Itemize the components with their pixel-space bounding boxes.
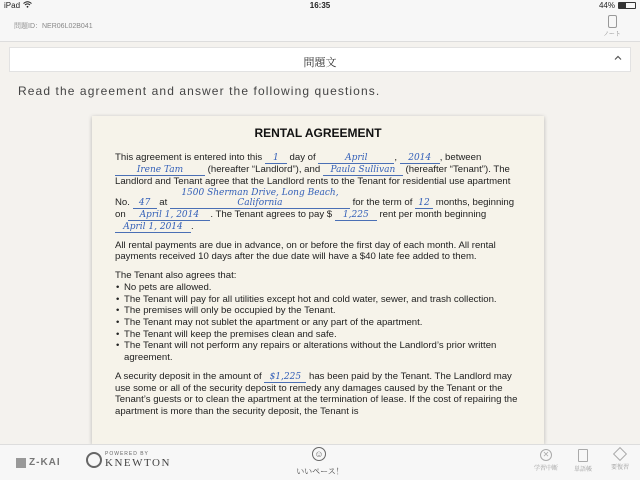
footer-toolbar: [0, 444, 640, 480]
zkai-mark-icon: [16, 458, 26, 468]
zkai-wordmark: Z-KAI: [29, 457, 61, 468]
landlord-name-field: Irene Tam: [115, 165, 205, 176]
chevron-up-icon[interactable]: [613, 52, 623, 66]
start-date-field: April 1, 2014: [128, 210, 210, 221]
vocabulary-button[interactable]: [568, 449, 598, 473]
clock: 16:35: [309, 1, 331, 10]
document-body: [115, 152, 527, 425]
instruction-text: Read the agreement and answer the following questions.: [18, 84, 381, 98]
text-segment: day of: [289, 152, 316, 163]
text-segment: (hereafter “Landlord”), and: [207, 164, 321, 175]
review-label: 要復習: [610, 465, 629, 471]
text-segment: , between: [439, 152, 482, 163]
text-segment: at: [159, 196, 168, 208]
list-item: • The Tenant may not sublet the apartment or any part of the apartment.: [115, 317, 527, 329]
day-field: 1: [265, 153, 287, 164]
review-button[interactable]: [605, 449, 635, 471]
stop-study-button[interactable]: [531, 449, 561, 472]
problem-section-header[interactable]: [9, 47, 631, 72]
note-label: ノート: [603, 32, 621, 38]
text-segment: A security deposit in the amount of: [115, 370, 262, 382]
month-field: April: [318, 153, 394, 164]
agreement-paragraph-4: [115, 371, 527, 418]
text-segment: has been paid by the Tenant. The Landlord may use some or all of the security deposit to remedy any damages caused by the Tenant or the Tenant’s guests or to clean the apartment at the termination of lease.: [115, 370, 512, 406]
text-segment: apartment No.: [115, 176, 511, 208]
stop-study-label: 学習中断: [533, 466, 558, 472]
address-field: 1500 Sherman Drive, Long Beach, California: [170, 188, 350, 209]
text-segment: rent per month beginning: [379, 208, 487, 220]
status-bar: [0, 0, 640, 12]
list-item: • The Tenant will keep the premises clean and safe.: [115, 329, 527, 341]
powered-by-label: POWERED BY: [105, 451, 149, 457]
notebook-icon: [578, 449, 588, 462]
app-header: [0, 12, 640, 42]
knewton-wordmark: KNEWTON: [105, 457, 171, 469]
note-button[interactable]: [602, 15, 622, 38]
tenant-terms-list: [115, 282, 527, 364]
tenant-terms-intro: The Tenant also agrees that:: [115, 270, 237, 282]
zkai-logo: [16, 457, 61, 468]
year-field: 2014: [400, 153, 440, 164]
text-segment: (hereafter “Tenant”).: [405, 164, 491, 175]
note-icon: [608, 15, 617, 28]
tag-icon: [613, 447, 627, 461]
battery-icon: [618, 2, 636, 9]
tenant-name-field: Paula Sullivan: [323, 165, 403, 176]
text-segment: months, beginning on: [115, 196, 515, 220]
text-segment: If the cost of repairing the apartment is more than the security deposit, the Tenant is: [115, 394, 518, 418]
section-title: 問題文: [303, 57, 337, 69]
knewton-logo: [86, 451, 171, 469]
rent-amount-field: 1,225: [335, 210, 377, 221]
list-item: • The premises will only be occupied by the Tenant.: [115, 305, 527, 317]
list-item: • The Tenant will pay for all utilities except hot and cold water, sewer, and trash collection.: [115, 294, 527, 306]
list-item: • No pets are allowed.: [115, 282, 527, 294]
term-field: 12: [415, 198, 433, 209]
text-segment: This agreement is entered into this: [115, 152, 263, 163]
rental-agreement-document: [92, 116, 544, 444]
question-id: 問題ID：NER06L02B041: [14, 23, 93, 30]
apartment-number-field: 47: [133, 198, 157, 209]
list-item: • The Tenant will not perform any repairs or alterations without the Landlord’s prior written agreement.: [115, 340, 527, 363]
text-segment: for the term of: [352, 196, 413, 208]
agreement-paragraph-1: This agreement is entered into this 1 day of April , 2014 , between Irene Tam (hereafter “Landlord”), and Paula Sullivan (hereafter “Tenant”). The Landlord and Tenant agree that the Landlord rents to the Tenant for residential use apartment No. 47 at 1500 Sherman Drive, Long Beach, California for the term of 12 months, beginning on April 1, 2014 . The Tenant agrees to pay $ 1,225 rent per month beginning April 1, 2014 .: [115, 152, 515, 232]
battery-percent: 44%: [598, 1, 615, 10]
knewton-ring-icon: [86, 452, 102, 468]
vocabulary-label: 単語帳: [573, 467, 592, 473]
agreement-paragraph-2: All rental payments are due in advance, on or before the first day of each month. All rental payments received 10 days after the due date will have a $40 late fee added to them.: [115, 239, 496, 263]
device-label: iPad: [4, 1, 21, 10]
rent-start-field: April 1, 2014: [115, 222, 191, 233]
pace-label: いいペース！: [296, 467, 344, 476]
smile-icon: ☺: [305, 447, 333, 461]
close-circle-icon: ✕: [540, 449, 552, 461]
deposit-field: $1,225: [264, 372, 306, 383]
document-title: RENTAL AGREEMENT: [254, 126, 382, 140]
text-segment: The Landlord and Tenant agree that the Landlord rents to the Tenant for residential use: [115, 164, 510, 187]
text-segment: . The Tenant agrees to pay $: [210, 208, 333, 220]
